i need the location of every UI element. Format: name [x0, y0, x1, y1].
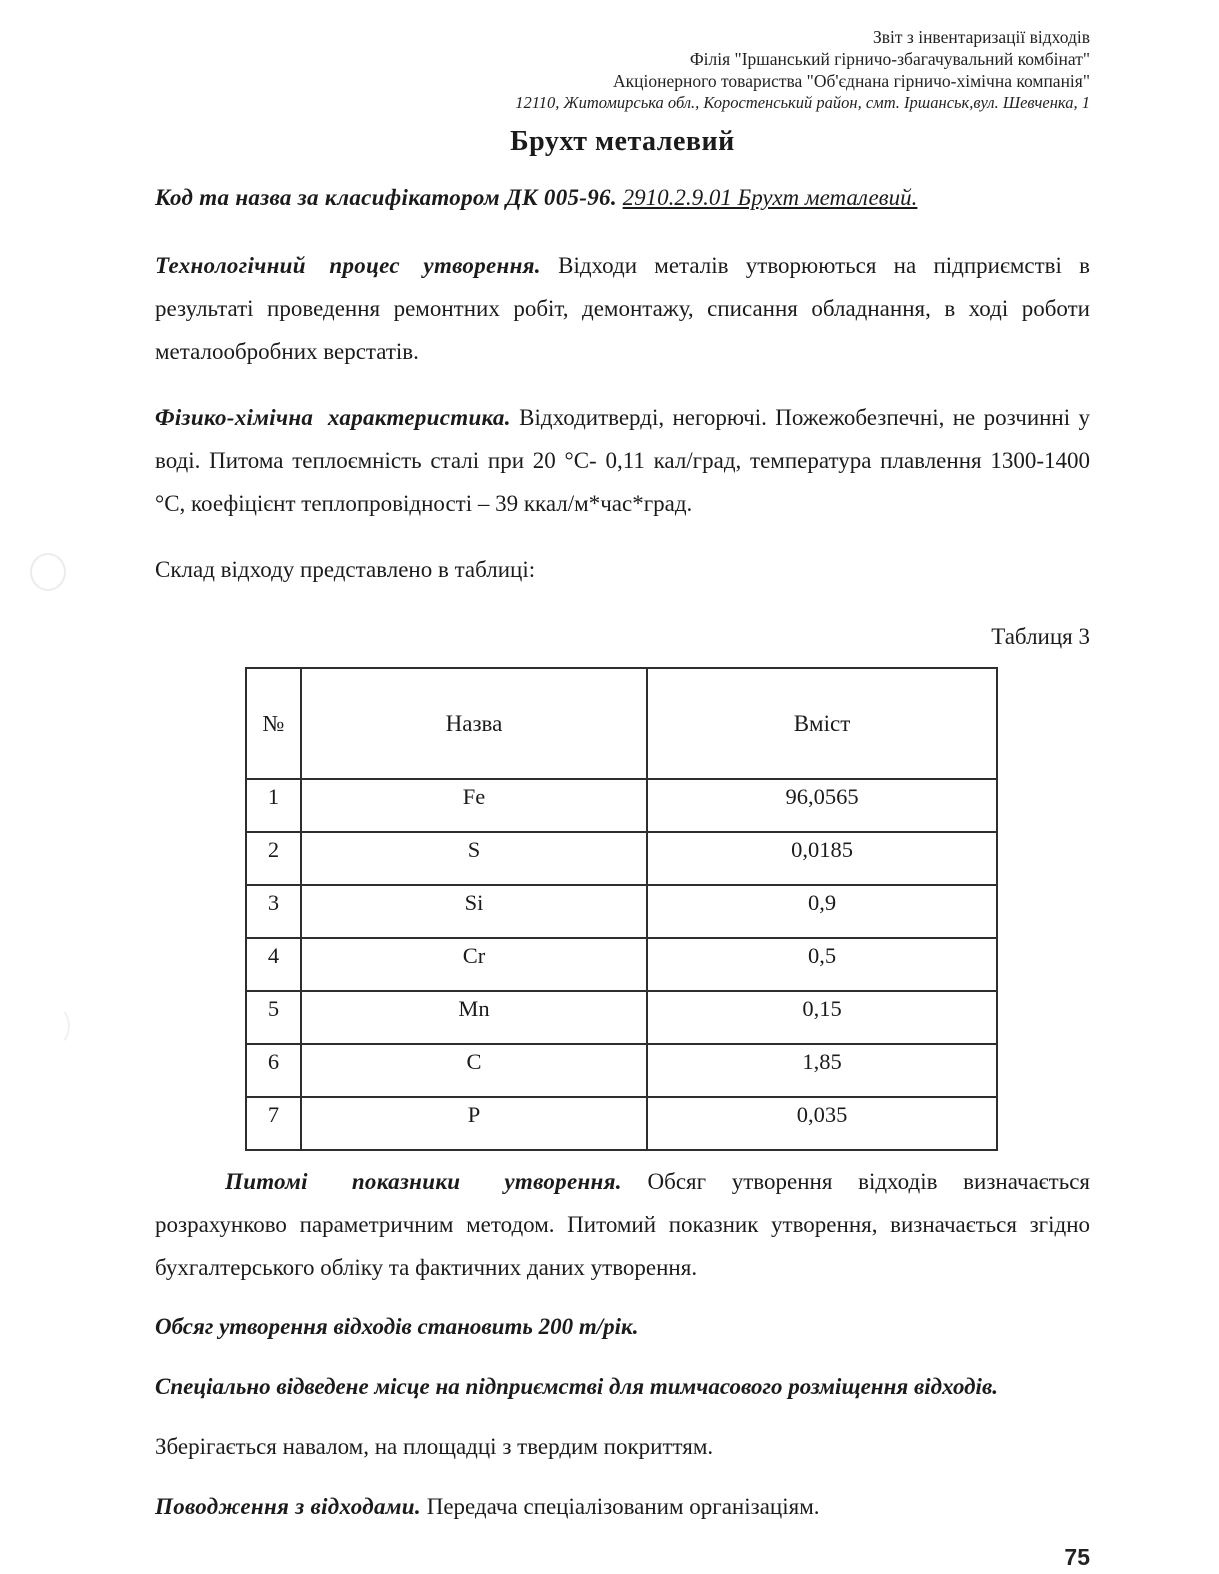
- cell-content: 96,0565: [647, 779, 997, 832]
- paragraph-tech-process: [155, 244, 1090, 373]
- cell-number: 3: [246, 885, 301, 938]
- cell-number: 7: [246, 1097, 301, 1150]
- paragraph-phys-chem: [155, 396, 1090, 525]
- cell-number: 2: [246, 832, 301, 885]
- cell-name: C: [301, 1044, 647, 1097]
- phys-chem-lead: Фізико-хімічна характеристика.: [155, 405, 511, 430]
- volume-line: Обсяг утворення відходів становить 200 т/рік.: [155, 1314, 639, 1339]
- cell-content: 0,9: [647, 885, 997, 938]
- scan-artifact-ring: [30, 553, 66, 591]
- specific-indicators-text: Обсяг утворення відходів визначається розрахунково параметричним методом. Питомий показник утворення, визначається згідно бухгалтерського обліку та фактичних даних утворення.: [155, 1169, 1090, 1280]
- composition-intro: Склад відходу представлено в таблиці:: [155, 557, 536, 582]
- column-header-content: Вміст: [647, 668, 997, 779]
- table-row: [246, 779, 997, 832]
- storage-place-line: Спеціально відведене місце на підприємстві для тимчасового розміщення відходів.: [155, 1374, 998, 1399]
- document-header: [155, 0, 1090, 114]
- cell-number: 6: [246, 1044, 301, 1097]
- cell-name: Mn: [301, 991, 647, 1044]
- paragraph-specific-indicators: [155, 1160, 1090, 1289]
- header-company-name: Акціонерного товариства "Об'єднана гірничо-хімічна компанія": [613, 71, 1090, 91]
- handling-lead: Поводження з відходами.: [155, 1494, 421, 1519]
- cell-name: Fe: [301, 779, 647, 832]
- header-branch-name: Філія "Іршанський гірничо-збагачувальний комбінат": [689, 49, 1090, 69]
- cell-content: 0,035: [647, 1097, 997, 1150]
- table-caption: Таблиця 3: [991, 624, 1090, 649]
- table-row: [246, 885, 997, 938]
- cell-content: 0,15: [647, 991, 997, 1044]
- column-header-number: №: [246, 668, 301, 779]
- cell-name: P: [301, 1097, 647, 1150]
- cell-content: 0,5: [647, 938, 997, 991]
- tech-process-text: Відходи металів утворюються на підприємстві в результаті проведення ремонтних робіт, демонтажу, списання обладнання, в ході роботи металообробних верстатів.: [155, 253, 1091, 364]
- table-row: [246, 1044, 997, 1097]
- header-report-title: Звіт з інвентаризації відходів: [873, 27, 1090, 47]
- classification-label: Код та назва за класифікатором ДК 005-96.: [155, 185, 617, 210]
- table-header-row: [246, 668, 997, 779]
- table-row: [246, 991, 997, 1044]
- table-row: [246, 938, 997, 991]
- scan-artifact-arc: [40, 1006, 70, 1046]
- classification-code: 2910.2.9.01 Брухт металевий.: [622, 185, 918, 210]
- phys-chem-text: Відходитверді, негорючі. Пожежобезпечні, не розчинні у воді. Питома теплоємність сталі при 20 °С- 0,11 кал/град, температура плавлення 1300-1400 °С, коефіцієнт теплопровідності – 39 ккал/м*час*град.: [155, 405, 1091, 516]
- specific-indicators-lead: Питомі показники утворення.: [225, 1169, 622, 1194]
- table-row: [246, 832, 997, 885]
- cell-number: 4: [246, 938, 301, 991]
- cell-name: Si: [301, 885, 647, 938]
- cell-number: 1: [246, 779, 301, 832]
- cell-name: S: [301, 832, 647, 885]
- storage-method-line: Зберігається навалом, на площадці з твердим покриттям.: [155, 1434, 714, 1459]
- cell-name: Cr: [301, 938, 647, 991]
- handling-line: [155, 1492, 1090, 1522]
- classification-line: [155, 185, 1090, 211]
- page-title: Брухт металевий: [510, 126, 735, 157]
- tech-process-lead: Технологічний процес утворення.: [155, 253, 541, 278]
- header-address: 12110, Житомирська обл., Коростенський район, смт. Іршанськ,вул. Шевченка, 1: [515, 93, 1090, 112]
- page-number: 75: [1064, 1544, 1090, 1570]
- composition-table: [245, 667, 998, 1151]
- column-header-name: Назва: [301, 668, 647, 779]
- cell-content: 0,0185: [647, 832, 997, 885]
- handling-text: Передача спеціалізованим організаціям.: [426, 1494, 820, 1519]
- cell-number: 5: [246, 991, 301, 1044]
- table-row: [246, 1097, 997, 1150]
- cell-content: 1,85: [647, 1044, 997, 1097]
